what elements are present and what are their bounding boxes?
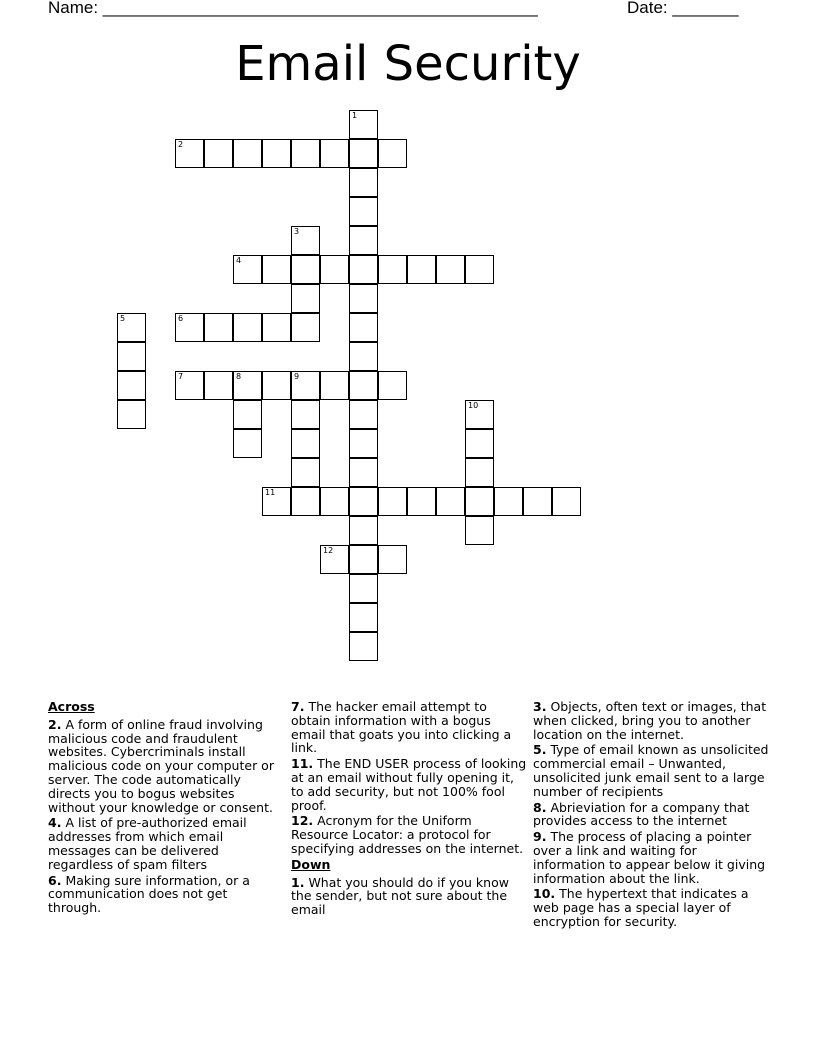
crossword-cell[interactable]	[349, 226, 378, 255]
clues-column-2	[291, 700, 527, 919]
crossword-cell[interactable]	[262, 313, 291, 342]
crossword-cell[interactable]	[204, 371, 233, 400]
crossword-cell[interactable]	[117, 371, 146, 400]
clue-text: The hacker email attempt to obtain information with a bogus email that goats you into clicking a link.	[291, 699, 512, 756]
crossword-cell[interactable]	[117, 400, 146, 429]
clues-column-1	[48, 700, 284, 917]
clue-number: 6.	[48, 872, 62, 888]
clue-down-9	[533, 830, 769, 885]
crossword-cell[interactable]	[378, 371, 407, 400]
cell-number: 1	[352, 111, 358, 120]
crossword-cell-4[interactable]	[233, 255, 262, 284]
clue-across-12	[291, 814, 527, 855]
crossword-cell[interactable]	[291, 313, 320, 342]
crossword-cell[interactable]	[349, 284, 378, 313]
crossword-cell-6[interactable]	[175, 313, 204, 342]
crossword-cell[interactable]	[349, 458, 378, 487]
clue-number: 4.	[48, 815, 62, 831]
cell-number: 2	[178, 140, 184, 149]
crossword-cell[interactable]	[233, 400, 262, 429]
crossword-cell[interactable]	[465, 487, 494, 516]
crossword-cell[interactable]	[291, 139, 320, 168]
clue-text: Making sure information, or a communication does not get through.	[48, 872, 250, 916]
crossword-cell[interactable]	[349, 516, 378, 545]
crossword-cell-1[interactable]	[349, 110, 378, 139]
clue-number: 5.	[533, 742, 547, 758]
clue-text: A form of online fraud involving malicious code and fraudulent websites. Cybercriminals install malicious code on your computer or server. The code automatically directs you to bogus websites without your knowledge or consent.	[48, 716, 274, 815]
crossword-cell-10[interactable]	[465, 400, 494, 429]
cell-number: 6	[178, 314, 184, 323]
crossword-cell[interactable]	[349, 632, 378, 661]
crossword-cell[interactable]	[262, 139, 291, 168]
crossword-cell-12[interactable]	[320, 545, 349, 574]
crossword-cell-9[interactable]	[291, 371, 320, 400]
clue-number: 7.	[291, 699, 305, 714]
crossword-cell[interactable]	[378, 545, 407, 574]
clue-text: A list of pre-authorized email addresses from which email messages can be delivered regardless of spam filters	[48, 815, 247, 872]
clue-text: Abrieviation for a company that provides access to the internet	[533, 799, 750, 829]
crossword-cell[interactable]	[523, 487, 552, 516]
clue-text: Type of email known as unsolicited commercial email – Unwanted, unsolicited junk email sent to a large number of recipients	[533, 742, 769, 799]
crossword-cell[interactable]	[436, 255, 465, 284]
crossword-cell[interactable]	[465, 458, 494, 487]
clue-across-7	[291, 700, 527, 755]
crossword-cell-8[interactable]	[233, 371, 262, 400]
clue-down-3	[533, 700, 769, 741]
crossword-cell-3[interactable]	[291, 226, 320, 255]
crossword-cell[interactable]	[204, 139, 233, 168]
crossword-cell[interactable]	[465, 516, 494, 545]
crossword-cell[interactable]	[349, 545, 378, 574]
clue-down-10	[533, 887, 769, 928]
crossword-cell[interactable]	[291, 458, 320, 487]
crossword-cell[interactable]	[320, 371, 349, 400]
clue-across-2	[48, 718, 284, 815]
crossword-cell[interactable]	[233, 313, 262, 342]
crossword-cell[interactable]	[349, 168, 378, 197]
crossword-cell[interactable]	[349, 342, 378, 371]
crossword-cell[interactable]	[320, 487, 349, 516]
crossword-cell[interactable]	[465, 255, 494, 284]
clue-number: 9.	[533, 829, 547, 845]
clues-column-3	[533, 700, 769, 931]
clue-number: 8.	[533, 799, 547, 815]
crossword-cell[interactable]	[378, 255, 407, 284]
crossword-cell-2[interactable]	[175, 139, 204, 168]
clue-number: 11.	[291, 756, 314, 772]
crossword-cell[interactable]	[465, 429, 494, 458]
crossword-cell[interactable]	[291, 284, 320, 313]
cell-number: 5	[120, 314, 126, 323]
clue-number: 10.	[533, 886, 556, 902]
crossword-cell[interactable]	[378, 139, 407, 168]
crossword-cell[interactable]	[407, 255, 436, 284]
crossword-cell[interactable]	[233, 139, 262, 168]
clue-text: The hypertext that indicates a web page has a special layer of encryption for security.	[533, 886, 749, 929]
clue-across-4	[48, 816, 284, 871]
crossword-cell[interactable]	[291, 429, 320, 458]
crossword-cell-7[interactable]	[175, 371, 204, 400]
cell-number: 12	[323, 546, 334, 555]
crossword-cell[interactable]	[552, 487, 581, 516]
clue-text: The END USER process of looking at an email without fully opening it, to add security, but not 100% fool proof.	[291, 756, 527, 813]
cell-number: 11	[265, 488, 276, 497]
crossword-cell[interactable]	[233, 429, 262, 458]
crossword-cell[interactable]	[291, 487, 320, 516]
crossword-cell[interactable]	[349, 313, 378, 342]
crossword-cell[interactable]	[349, 255, 378, 284]
clue-text: Objects, often text or images, that when clicked, bring you to another location on the internet.	[533, 699, 767, 742]
crossword-cell[interactable]	[291, 400, 320, 429]
clue-down-8	[533, 801, 769, 829]
cell-number: 7	[178, 372, 184, 381]
crossword-cell[interactable]	[291, 255, 320, 284]
clue-down-5	[533, 743, 769, 798]
down-heading: Down	[291, 856, 331, 872]
cell-number: 4	[236, 256, 242, 265]
clue-number: 3.	[533, 699, 547, 714]
clue-text: The process of placing a pointer over a link and waiting for information to appear below it giving information about the link.	[533, 829, 766, 886]
crossword-cell[interactable]	[378, 487, 407, 516]
clue-across-11	[291, 757, 527, 812]
crossword-cell[interactable]	[349, 487, 378, 516]
crossword-cell[interactable]	[349, 429, 378, 458]
crossword-cell[interactable]	[204, 313, 233, 342]
clue-across-6	[48, 874, 284, 915]
crossword-cell[interactable]	[349, 574, 378, 603]
clue-down-1	[291, 876, 527, 917]
clue-number: 2.	[48, 716, 62, 732]
cell-number: 10	[468, 401, 479, 410]
crossword-cell[interactable]	[349, 139, 378, 168]
crossword-cell[interactable]	[349, 400, 378, 429]
cell-number: 9	[294, 372, 300, 381]
crossword-cell[interactable]	[117, 342, 146, 371]
crossword-cell-11[interactable]	[262, 487, 291, 516]
clue-text: Acronym for the Uniform Resource Locator: a protocol for specifying addresses on the internet.	[291, 813, 524, 856]
crossword-cell[interactable]	[349, 197, 378, 226]
clue-number: 12.	[291, 813, 314, 829]
crossword-cell[interactable]	[262, 255, 291, 284]
across-heading: Across	[48, 699, 95, 714]
crossword-cell[interactable]	[349, 603, 378, 632]
crossword-cell[interactable]	[349, 371, 378, 400]
crossword-cell[interactable]	[494, 487, 523, 516]
crossword-cell[interactable]	[320, 255, 349, 284]
name-field-label: Name: ______________________________________________	[48, 0, 538, 17]
date-field-label: Date: _______	[627, 0, 739, 17]
clue-number: 1.	[291, 874, 305, 890]
page-title: Email Security	[235, 36, 581, 92]
crossword-cell[interactable]	[262, 371, 291, 400]
clue-text: What you should do if you know the sender, but not sure about the email	[291, 874, 509, 918]
cell-number: 8	[236, 372, 242, 381]
crossword-cell[interactable]	[320, 139, 349, 168]
crossword-cell[interactable]	[407, 487, 436, 516]
cell-number: 3	[294, 227, 300, 236]
crossword-cell-5[interactable]	[117, 313, 146, 342]
crossword-cell[interactable]	[436, 487, 465, 516]
